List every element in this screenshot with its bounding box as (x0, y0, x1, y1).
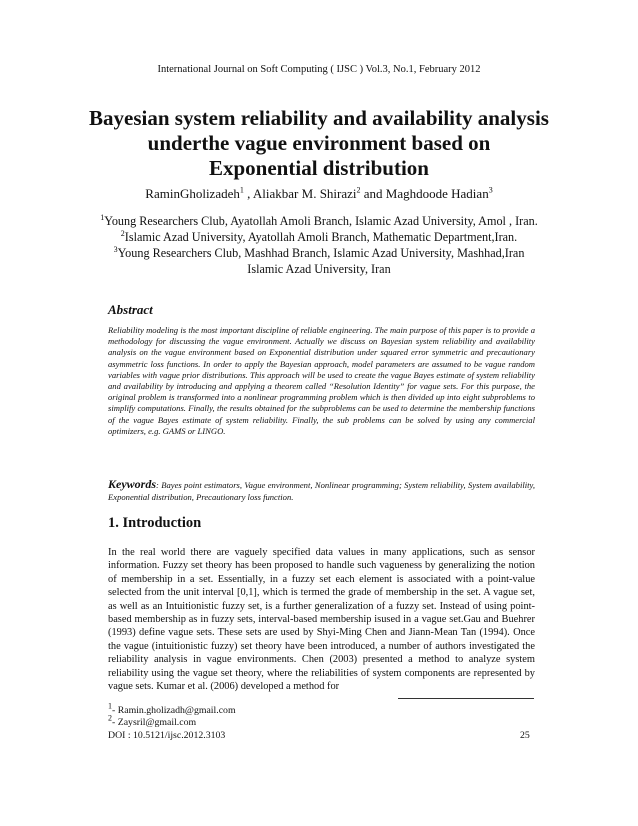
keywords-label: Keywords (108, 477, 156, 491)
paper-title (60, 106, 578, 181)
keywords (108, 478, 535, 503)
title-line-1: Bayesian system reliability and availability analysis (89, 106, 549, 130)
affiliation-3: $^3$Young Researchers Club, Mashhad Branch, Islamic Azad University, Mashhad,Iran Islamic Azad University, Iran (113, 244, 525, 276)
journal-header: International Journal on Soft Computing ( IJSC ) Vol.3, No.1, February 2012 (157, 64, 481, 75)
affiliations (98, 213, 540, 277)
author-3: and Maghdoode Hadian (360, 186, 489, 201)
abstract-heading: Abstract (108, 302, 153, 317)
author-list (0, 186, 638, 202)
author-2: , Aliakbar M. Shirazi (243, 186, 357, 201)
keywords-text: : Bayes point estimators, Vague environment, Nonlinear programming; System reliability, System availability, Exponential distribution, Precautionary loss function. (108, 480, 535, 502)
author-3-sup: 3 (488, 185, 493, 195)
author-2-sup: 2 (356, 185, 361, 195)
abstract-text: Reliability modeling is the most important discipline of reliable engineering. The main purpose of this paper is to provide a methodology for discussing the vague environment. Actually we discuss on Bayesian system reliability and availability analysis on the vague environment based on Exponential distribution under squared error symmetric and precautionary asymmetric loss functions. In order to apply the Bayesian approach, model parameters are assumed to be vague random variables with vague prior distributions. This approach will be used to create the vague Bayes estimate of system reliability and availability by introducing and applying a theorem called “Resolution Identity” for vague sets. For this purpose, the original problem is transformed into a nonlinear programming problem which is then divided up into eight subproblems to simplify computations. Finally, the results obtained for the subproblems can be used to determine the membership functions of the vague Bayes estimate of system reliability. Finally, the sub problems can be solved by using any commercial optimizers, e.g. GAMS or LINGO. (108, 325, 535, 436)
title-line-2: underthe vague environment based on (147, 131, 491, 155)
title-line-3: Exponential distribution (209, 156, 429, 180)
author-1: RaminGholizadeh (145, 186, 240, 201)
footnote-2: $^2$- Zaysril@gmail.com (108, 713, 197, 728)
footnote-divider (398, 698, 534, 699)
affiliation-1: $^1$Young Researchers Club, Ayatollah Amoli Branch, Islamic Azad University, Amol , Iran. (100, 212, 538, 228)
doi: DOI : 10.5121/ijsc.2012.3103 (108, 730, 226, 741)
page-number: 25 (520, 730, 530, 741)
footnote-1: $^1$- Ramin.gholizadh@gmail.com (108, 701, 236, 716)
author-1-sup: 1 (239, 185, 244, 195)
introduction-text: In the real world there are vaguely specified data values in many applications, such as sensor information. Fuzzy set theory has been proposed to handle such vagueness by generalizing the notion of membership in a set. Essentially, in a fuzzy set each element is associated with a point-value selected from the unit interval [0,1], which is termed the grade of membership in the set. A vague set, as well as an Intuitionistic fuzzy set, is a further generalization of a fuzzy set. Instead of using point-based membership as in fuzzy sets, interval-based membership isused in a vague set.Gau and Buehrer (1993) define vague sets. These sets are used by Shyi-Ming Chen and Jiann-Mean Tan (1994). Once the vague (intuitionistic fuzzy) set theory have been introduced, a number of authors investigated the reliability analysis in vague environments. Chen (2003) presented a method to analyze system reliability using the vague set theory, where the reliabilities of system components are represented by vague sets. Kumar et al. (2006) developed a method for (108, 547, 535, 693)
affiliation-2: $^2$Islamic Azad University, Ayatollah Amoli Branch, Mathematic Department,Iran. (120, 228, 518, 244)
section-heading-introduction: 1. Introduction (108, 515, 202, 531)
